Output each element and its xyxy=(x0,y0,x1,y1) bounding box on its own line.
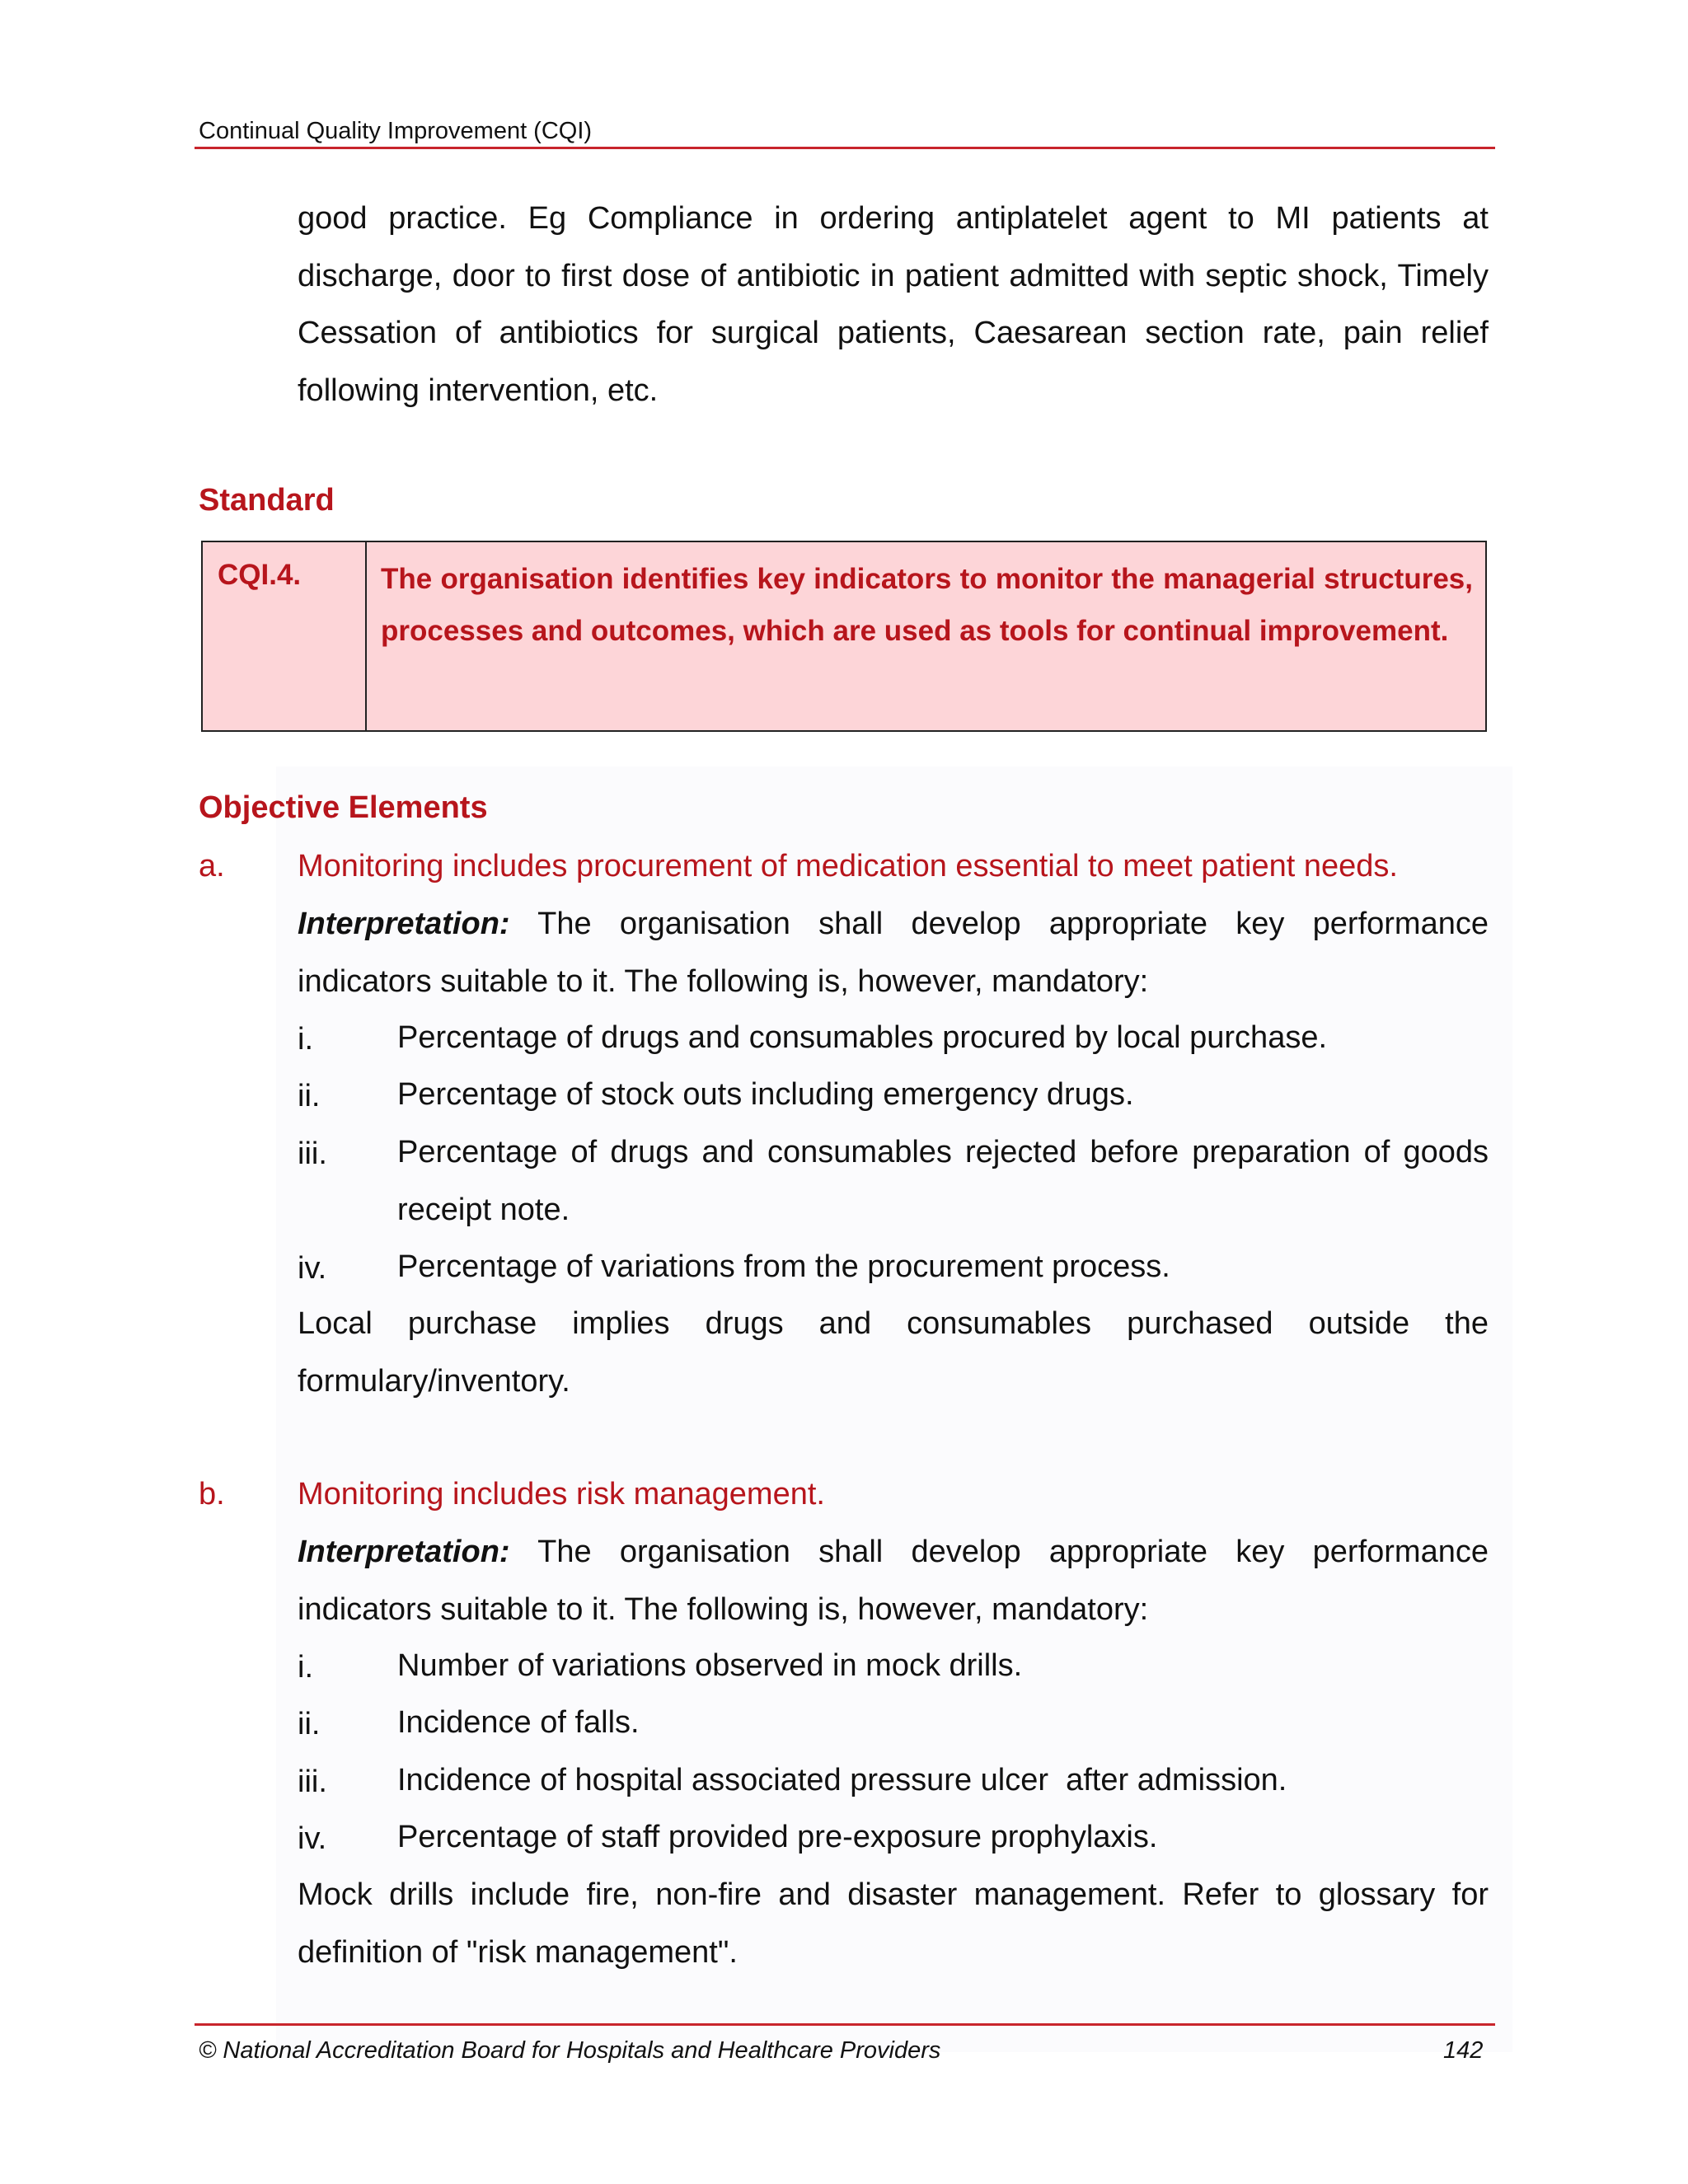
interpretation-label: Interpretation: xyxy=(298,1535,510,1569)
list-item-number: iv. xyxy=(298,1251,327,1286)
list-item-text: Percentage of stock outs including emergency drugs. xyxy=(397,1077,1134,1112)
intro-paragraph: good practice. Eg Compliance in ordering antiplatelet agent to MI patients at discharge, door to first dose of antibiotic in patient admitted with septic shock, Timely Cessation of antibiotics for surgical patients, Caesarean section rate, pain relief following intervention, etc. xyxy=(298,201,1489,408)
element-b-interpretation xyxy=(298,1524,1489,1638)
list-item-number: ii. xyxy=(298,1707,321,1741)
list-item-number: iii. xyxy=(298,1137,327,1171)
element-b-note: Mock drills include fire, non-fire and disaster management. Refer to glossary for definition of "risk management". xyxy=(298,1877,1489,1970)
list-item-number: iv. xyxy=(298,1821,327,1856)
list-item-text: Percentage of staff provided pre-exposure prophylaxis. xyxy=(397,1820,1158,1854)
element-a-letter: a. xyxy=(199,849,225,883)
element-a-note: Local purchase implies drugs and consumables purchased outside the formulary/inventory. xyxy=(298,1306,1489,1399)
list-item-text: Percentage of variations from the procurement process. xyxy=(397,1249,1170,1284)
header-title: Continual Quality Improvement (CQI) xyxy=(199,118,593,144)
header-rule xyxy=(195,147,1495,149)
standard-code: CQI.4. xyxy=(218,559,302,591)
footer-rule xyxy=(195,2023,1495,2026)
list-item-text: Incidence of hospital associated pressure ulcer after admission. xyxy=(397,1763,1287,1797)
list-item-number: i. xyxy=(298,1022,313,1057)
list-item-number: i. xyxy=(298,1650,313,1685)
element-b-letter: b. xyxy=(199,1477,225,1511)
standard-heading: Standard xyxy=(199,483,335,518)
interpretation-label: Interpretation: xyxy=(298,907,510,941)
list-item-text: Percentage of drugs and consumables procured by local purchase. xyxy=(397,1020,1328,1055)
element-b-title: Monitoring includes risk management. xyxy=(298,1477,825,1511)
standard-text: The organisation identifies key indicators to monitor the managerial structures, processes and outcomes, which are used as tools for continual improvement. xyxy=(381,563,1473,647)
list-item-number: ii. xyxy=(298,1079,321,1113)
standard-divider xyxy=(365,542,367,730)
standard-box xyxy=(201,541,1487,732)
list-item-text: Number of variations observed in mock drills. xyxy=(397,1648,1023,1683)
list-item-text: Percentage of drugs and consumables rejected before preparation of goods receipt note. xyxy=(397,1135,1489,1227)
element-a-title: Monitoring includes procurement of medication essential to meet patient needs. xyxy=(298,849,1398,883)
footer-copyright: © National Accreditation Board for Hospitals and Healthcare Providers xyxy=(199,2037,941,2064)
page-number: 142 xyxy=(1443,2037,1484,2064)
list-item-number: iii. xyxy=(298,1765,327,1799)
element-a-interpretation xyxy=(298,896,1489,1010)
interpretation-text: The organisation shall develop appropriate key performance indicators suitable to it. The following is, however, mandatory: xyxy=(298,1535,1489,1627)
list-item-text: Incidence of falls. xyxy=(397,1705,640,1740)
objective-heading: Objective Elements xyxy=(199,790,488,825)
interpretation-text: The organisation shall develop appropriate key performance indicators suitable to it. The following is, however, mandatory: xyxy=(298,907,1489,999)
